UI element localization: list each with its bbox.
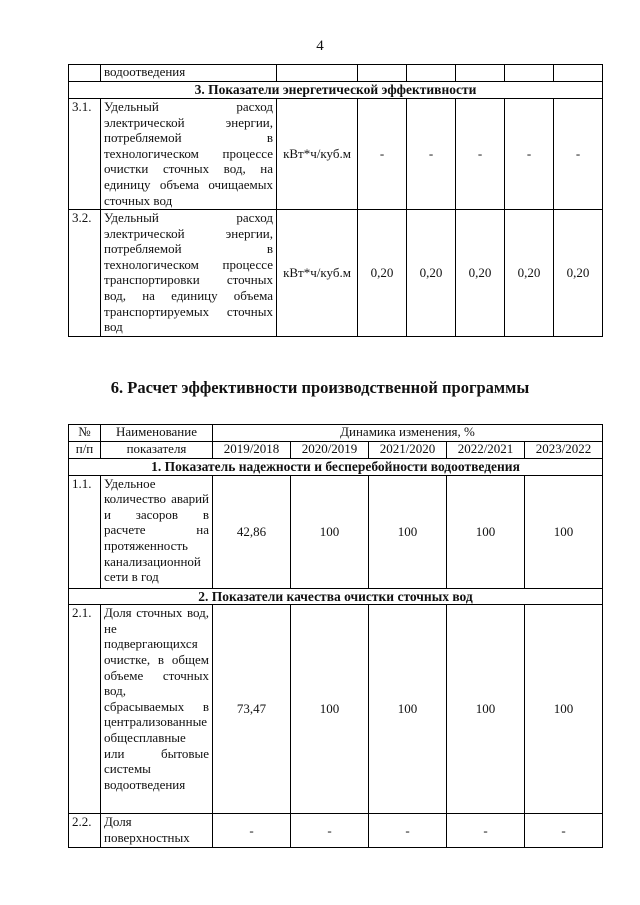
row-number: 3.2. bbox=[69, 210, 101, 337]
value-cell: 0,20 bbox=[505, 210, 554, 337]
section-3-title: 3. Показатели энергетической эффективности bbox=[69, 82, 603, 99]
indicator-name: Удельное количество аварий и засоров в расчете на протяженность канализационной сети в год bbox=[101, 475, 213, 588]
year-header: 2023/2022 bbox=[525, 442, 603, 459]
year-header: 2020/2019 bbox=[291, 442, 369, 459]
energy-efficiency-table bbox=[68, 64, 603, 337]
value-cell: 100 bbox=[525, 605, 603, 814]
value-cell: - bbox=[525, 814, 603, 848]
section-6-heading: 6. Расчет эффективности производственной программы bbox=[110, 378, 530, 397]
program-efficiency-table bbox=[68, 424, 603, 848]
value-cell: 0,20 bbox=[358, 210, 407, 337]
section-2-title: 2. Показатели качества очистки сточных вод bbox=[69, 588, 603, 605]
table-cell: водоотведения bbox=[101, 65, 277, 82]
num-header: № bbox=[69, 425, 101, 442]
value-cell: 100 bbox=[291, 475, 369, 588]
year-header: 2022/2021 bbox=[447, 442, 525, 459]
table-cell bbox=[69, 65, 101, 82]
num-header: п/п bbox=[69, 442, 101, 459]
header-row bbox=[69, 442, 603, 459]
value-cell: - bbox=[369, 814, 447, 848]
table-cell bbox=[505, 65, 554, 82]
row-number: 1.1. bbox=[69, 475, 101, 588]
table-cell bbox=[554, 65, 603, 82]
unit-cell: кВт*ч/куб.м bbox=[277, 99, 358, 210]
table-row bbox=[69, 65, 603, 82]
value-cell: 0,20 bbox=[456, 210, 505, 337]
table-cell bbox=[277, 65, 358, 82]
header-row bbox=[69, 425, 603, 442]
value-cell: - bbox=[358, 99, 407, 210]
unit-cell: кВт*ч/куб.м bbox=[277, 210, 358, 337]
table-row bbox=[69, 605, 603, 814]
value-cell: - bbox=[447, 814, 525, 848]
table-row bbox=[69, 210, 603, 337]
value-cell: 100 bbox=[525, 475, 603, 588]
year-header: 2021/2020 bbox=[369, 442, 447, 459]
name-header: Наименование bbox=[101, 425, 213, 442]
table-row bbox=[69, 475, 603, 588]
value-cell: 100 bbox=[447, 605, 525, 814]
value-cell: - bbox=[505, 99, 554, 210]
table-row bbox=[69, 99, 603, 210]
section-header-row bbox=[69, 82, 603, 99]
indicator-name: Доля поверхностных bbox=[101, 814, 213, 848]
section-1-title: 1. Показатель надежности и бесперебойности водоотведения bbox=[69, 459, 603, 476]
row-number: 2.1. bbox=[69, 605, 101, 814]
value-cell: 0,20 bbox=[554, 210, 603, 337]
section-header-row bbox=[69, 459, 603, 476]
year-header: 2019/2018 bbox=[213, 442, 291, 459]
page-number: 4 bbox=[316, 38, 324, 54]
name-header: показателя bbox=[101, 442, 213, 459]
table-row bbox=[69, 814, 603, 848]
indicator-name: Удельный расход электрической энергии, потребляемой в технологическом процессе транспортировки сточных вод, на единицу объема транспортируемых сточных вод bbox=[101, 210, 277, 337]
table-cell bbox=[358, 65, 407, 82]
table-cell bbox=[407, 65, 456, 82]
indicator-name: Доля сточных вод, не подвергающихся очистке, в общем объеме сточных вод, сбрасываемых в централизованные общесплавные или бытовые системы водоотведения bbox=[101, 605, 213, 814]
row-number: 3.1. bbox=[69, 99, 101, 210]
value-cell: 73,47 bbox=[213, 605, 291, 814]
section-header-row bbox=[69, 588, 603, 605]
value-cell: 100 bbox=[291, 605, 369, 814]
indicator-name: Удельный расход электрической энергии, потребляемой в технологическом процессе очистки сточных вод, на единицу объема очищаемых сточных вод bbox=[101, 99, 277, 210]
value-cell: 42,86 bbox=[213, 475, 291, 588]
value-cell: - bbox=[213, 814, 291, 848]
value-cell: - bbox=[554, 99, 603, 210]
value-cell: - bbox=[407, 99, 456, 210]
row-number: 2.2. bbox=[69, 814, 101, 848]
value-cell: - bbox=[456, 99, 505, 210]
dynamics-header: Динамика изменения, % bbox=[213, 425, 603, 442]
value-cell: 100 bbox=[369, 475, 447, 588]
value-cell: 0,20 bbox=[407, 210, 456, 337]
value-cell: 100 bbox=[369, 605, 447, 814]
value-cell: - bbox=[291, 814, 369, 848]
table-cell bbox=[456, 65, 505, 82]
value-cell: 100 bbox=[447, 475, 525, 588]
